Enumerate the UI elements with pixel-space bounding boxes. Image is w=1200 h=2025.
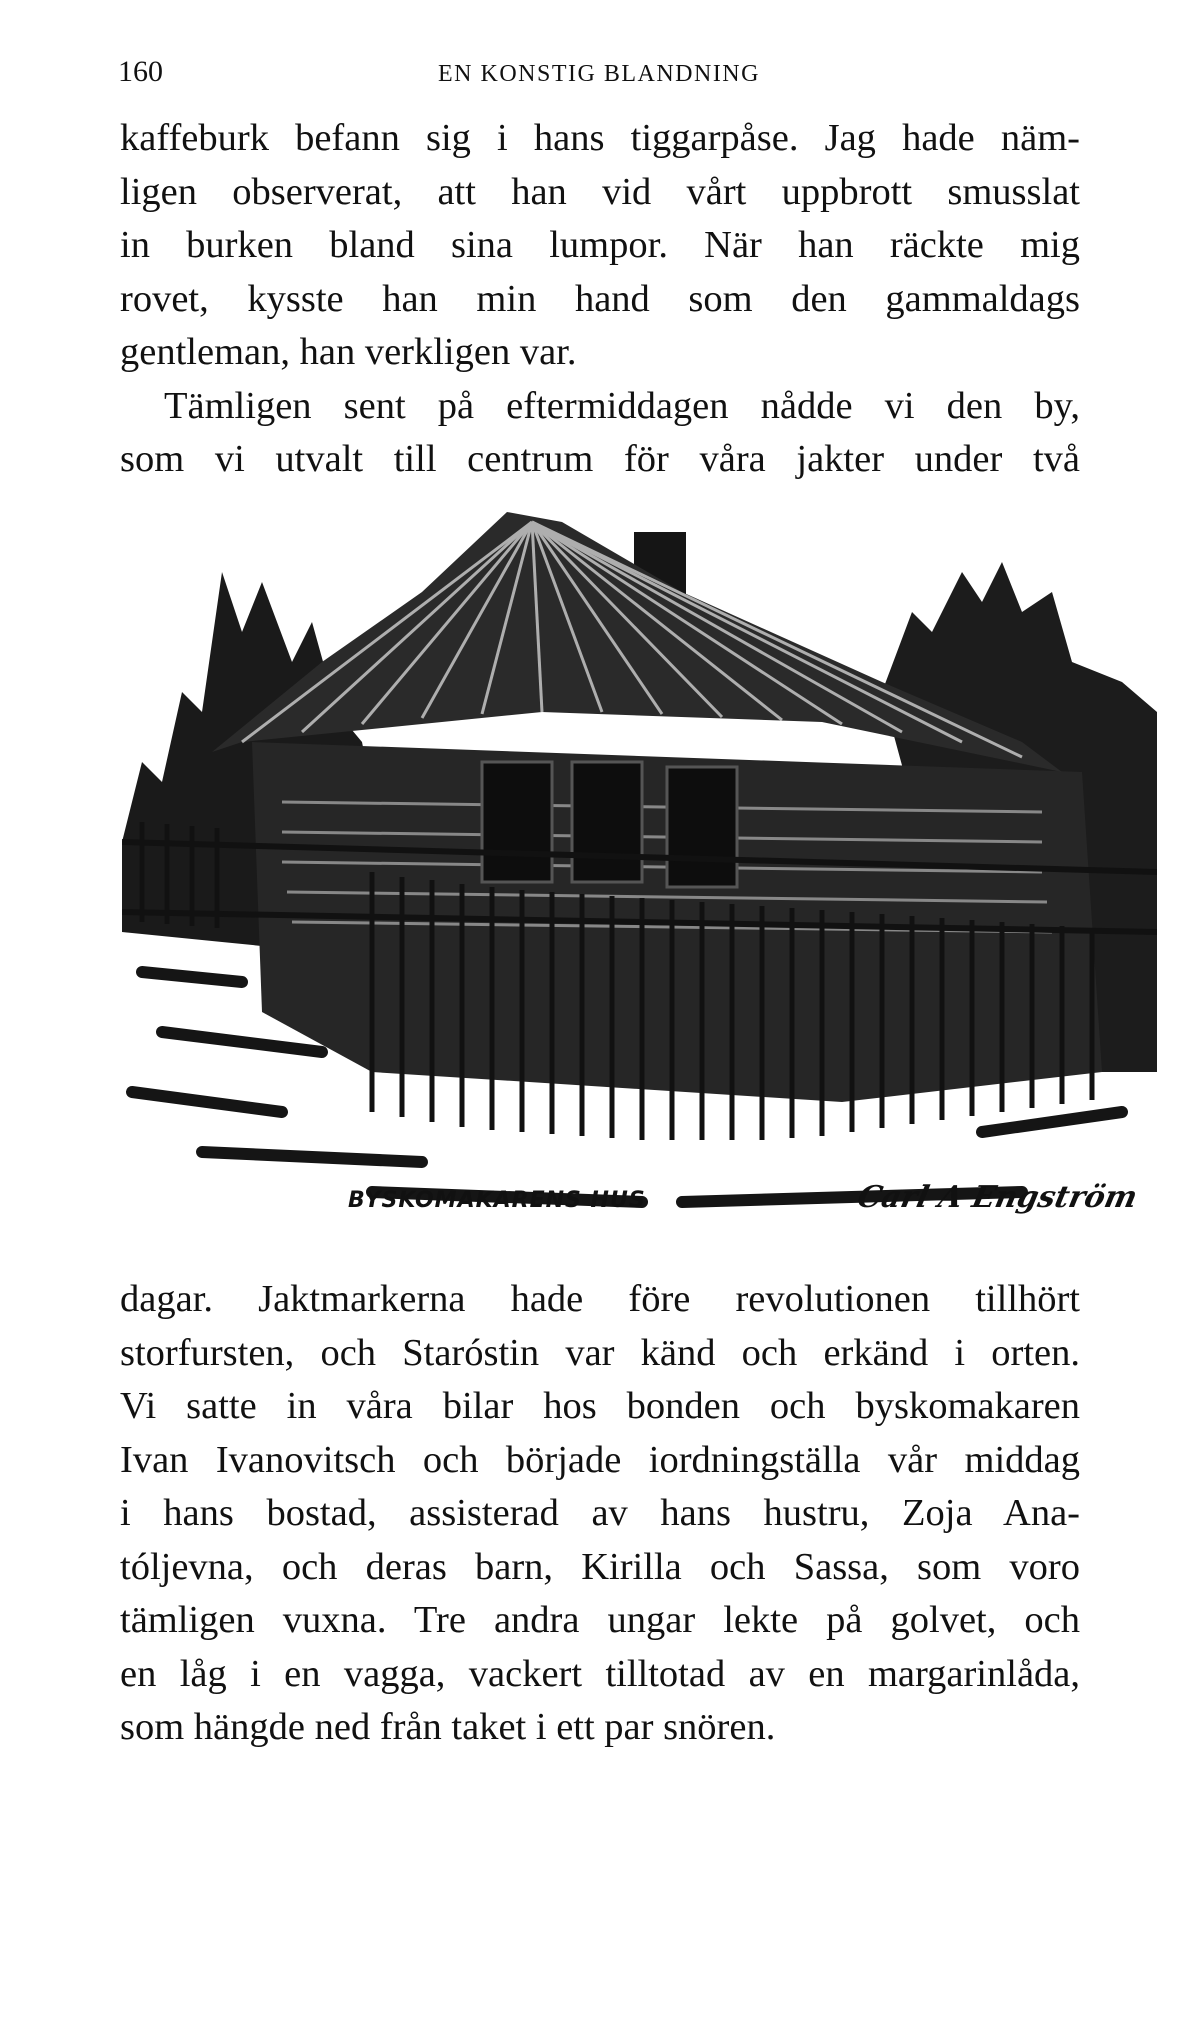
artist-signature: Carl A Engström bbox=[854, 1180, 1141, 1215]
text-line: gentleman, han verkligen var. bbox=[120, 331, 577, 373]
window-middle bbox=[572, 762, 642, 882]
text-line: ligen observerat, att han vid vårt uppbrott smusslat bbox=[120, 170, 1080, 213]
text-line: tämligen vuxna. Tre andra ungar lekte på golvet, och bbox=[120, 1599, 1080, 1641]
text-line: en låg i en vagga, vackert tilltotad av en margarinlåda, bbox=[120, 1652, 1080, 1695]
text-line: tóljevna, och deras barn, Kirilla och Sassa, som voro bbox=[120, 1545, 1080, 1588]
paragraph-bottom bbox=[120, 1273, 1080, 1755]
thatched-house-drawing bbox=[122, 512, 1157, 1252]
text-line: rovet, kysste han min hand som den gammaldags bbox=[120, 277, 1080, 320]
text-line: storfursten, och Staróstin var känd och erkänd i orten. bbox=[120, 1331, 1080, 1374]
window-left bbox=[482, 762, 552, 882]
text-line: Vi satte in våra bilar hos bonden och byskomakaren bbox=[120, 1385, 1080, 1427]
window-right bbox=[667, 767, 737, 887]
text-line: i hans bostad, assisterad av hans hustru, Zoja Ana- bbox=[120, 1492, 1080, 1534]
running-title: EN KONSTIG BLANDNING bbox=[438, 61, 760, 87]
house-illustration bbox=[122, 512, 1157, 1252]
paragraph-top bbox=[120, 112, 1080, 487]
text-line: som hängde ned från taket i ett par snören. bbox=[120, 1706, 776, 1748]
illustration-caption: BYSKOMAKARENS HUS bbox=[348, 1188, 646, 1213]
text-line: Ivan Ivanovitsch och började iordningställa vår middag bbox=[120, 1438, 1080, 1481]
text-line: dagar. Jaktmarkerna hade före revolutionen tillhört bbox=[120, 1278, 1080, 1320]
text-line: in burken bland sina lumpor. När han räckte mig bbox=[120, 224, 1080, 266]
text-line: som vi utvalt till centrum för våra jakter under två bbox=[120, 438, 1080, 480]
text-line: kaffeburk befann sig i hans tiggarpåse. Jag hade näm- bbox=[120, 117, 1080, 159]
page-number: 160 bbox=[118, 55, 163, 88]
text-line: Tämligen sent på eftermiddagen nådde vi den by, bbox=[164, 384, 1080, 427]
